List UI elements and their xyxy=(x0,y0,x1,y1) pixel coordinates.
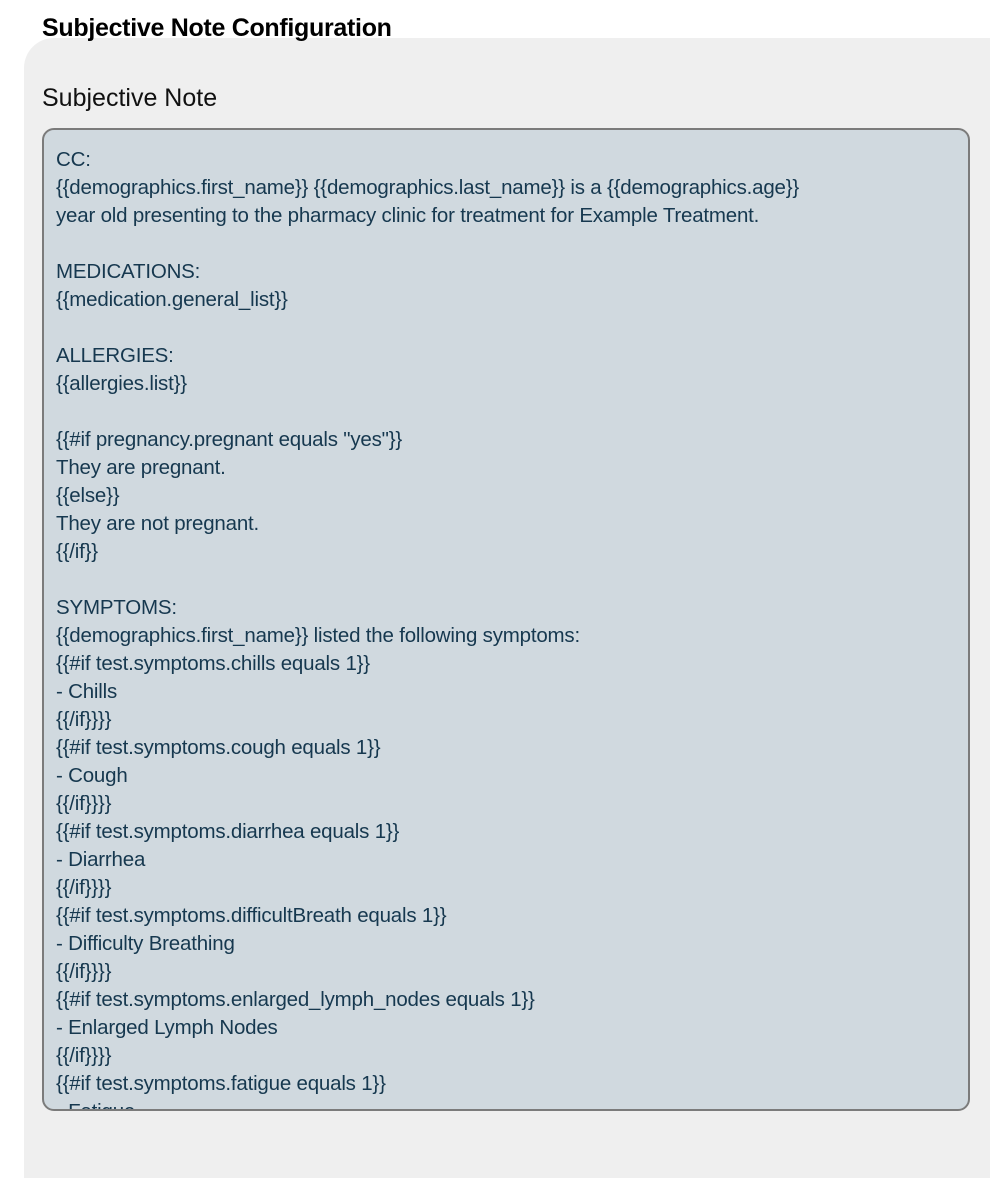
subjective-note-label: Subjective Note xyxy=(42,84,218,112)
subjective-note-textarea[interactable] xyxy=(42,128,970,1111)
page-title: Subjective Note Configuration xyxy=(42,14,392,42)
